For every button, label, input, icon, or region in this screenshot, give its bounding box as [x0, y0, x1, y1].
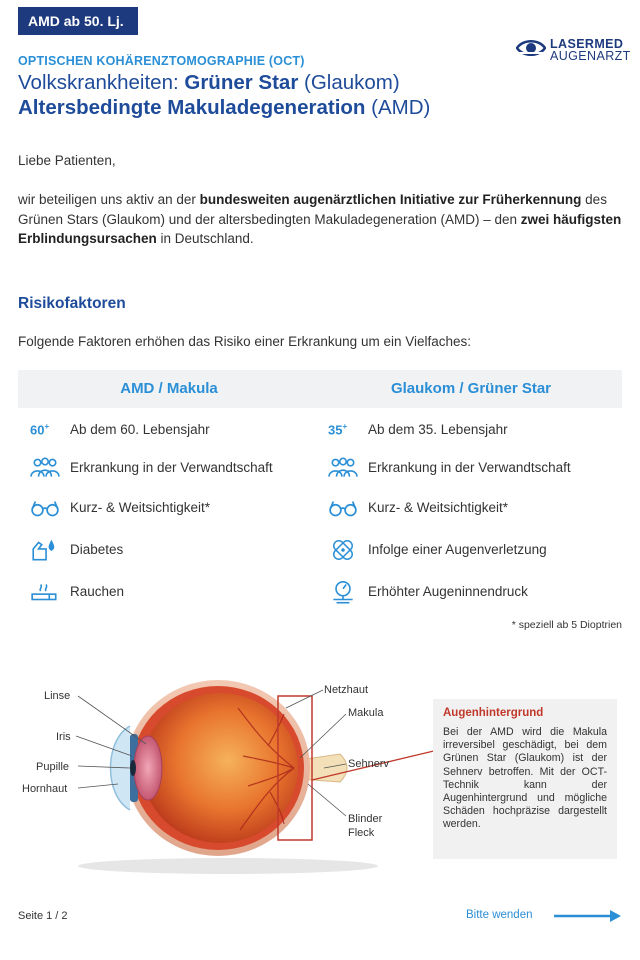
footnote: * speziell ab 5 Dioptrien: [511, 619, 622, 631]
page-number: Seite 1 / 2: [18, 910, 68, 922]
glasses-icon: [328, 496, 358, 520]
glasses-icon: [30, 496, 60, 520]
risk-text: Infolge einer Augenverletzung: [368, 542, 547, 557]
arrow-right-icon[interactable]: [554, 909, 622, 923]
eye-shadow: [78, 858, 378, 874]
title-line-1: Volkskrankheiten: Grüner Star (Glaukom): [18, 71, 400, 94]
risk-heading: Risikofaktoren: [18, 295, 126, 312]
column-title-amd: AMD / Makula: [120, 380, 218, 397]
age-60-icon: 60+: [30, 422, 50, 438]
diabetes-hand-icon: [30, 538, 60, 562]
title-line-2: Altersbedingte Makuladegeneration (AMD): [18, 96, 431, 119]
eye-anatomy-diagram: [18, 668, 438, 878]
eye-logo-icon: [516, 37, 546, 59]
pupil: [130, 760, 136, 776]
risk-subheading: Folgende Faktoren erhöhen das Risiko einer Erkrankung um ein Vielfaches:: [18, 334, 472, 349]
intro-paragraph: wir beteiligen uns aktiv an der bundesweiten augenärztlichen Initiative zur Früherkennung des Grünen Stars (Glaukom) und der altersbedingten Makuladegeneration (AMD) – den zwei häufigsten Erblindungsursachen in Deutschland.: [18, 192, 622, 246]
kicker: OPTISCHEN KOHÄRENZTOMOGRAPHIE (OCT): [18, 54, 305, 68]
risk-text: Kurz- & Weitsichtigkeit*: [70, 500, 211, 515]
risk-text: Diabetes: [70, 542, 124, 557]
lasermed-logo: [516, 37, 631, 63]
risk-text: Kurz- & Weitsichtigkeit*: [368, 500, 509, 515]
info-box-body: Bei der AMD wird die Makula irreversibel geschädigt, bei dem Grünen Star (Glaukom) ist der Sehnerv betroffen. Mit der OCT-Technik kann der Augenhintergrund und mögliche Schäden hochpräzise dargestellt werden.: [443, 726, 607, 831]
risk-text: Ab dem 60. Lebensjahr: [70, 422, 210, 437]
label-netzhaut: Netzhaut: [324, 684, 369, 696]
cigarette-icon: [30, 580, 60, 604]
risk-text: Rauchen: [70, 584, 125, 599]
info-box: [433, 699, 617, 859]
label-blinder-fleck-2: Fleck: [348, 827, 375, 839]
label-sehnerv: Sehnerv: [348, 758, 389, 770]
risk-text: Erkrankung in der Verwandtschaft: [368, 460, 571, 475]
risk-table-header: [18, 370, 622, 408]
label-makula: Makula: [348, 707, 384, 719]
bandage-icon: [328, 538, 358, 562]
risk-text: Erkrankung in der Verwandtschaft: [70, 460, 273, 475]
age-tag: AMD ab 50. Lj.: [18, 7, 138, 35]
lens: [134, 736, 162, 800]
label-linse: Linse: [44, 690, 71, 702]
label-iris: Iris: [56, 731, 71, 743]
risk-text: Ab dem 35. Lebensjahr: [368, 422, 508, 437]
family-icon: [328, 456, 358, 480]
risk-text: Erhöhter Augeninnendruck: [368, 584, 528, 599]
label-blinder-fleck-1: Blinder: [348, 813, 383, 825]
vitreous: [142, 693, 298, 843]
column-title-glaukom: Glaukom / Grüner Star: [390, 380, 552, 397]
info-box-title: Augenhintergrund: [443, 707, 544, 719]
age-35-icon: 35+: [328, 422, 348, 438]
logo-line-2: AUGENARZT: [550, 49, 631, 63]
family-icon: [30, 456, 60, 480]
logo-line-1: LASERMED: [550, 37, 624, 51]
greeting: Liebe Patienten,: [18, 153, 116, 168]
next-page-link[interactable]: Bitte wenden: [466, 909, 533, 921]
label-hornhaut: Hornhaut: [22, 783, 68, 795]
label-pupille: Pupille: [36, 761, 70, 773]
pressure-gauge-icon: [328, 580, 358, 604]
